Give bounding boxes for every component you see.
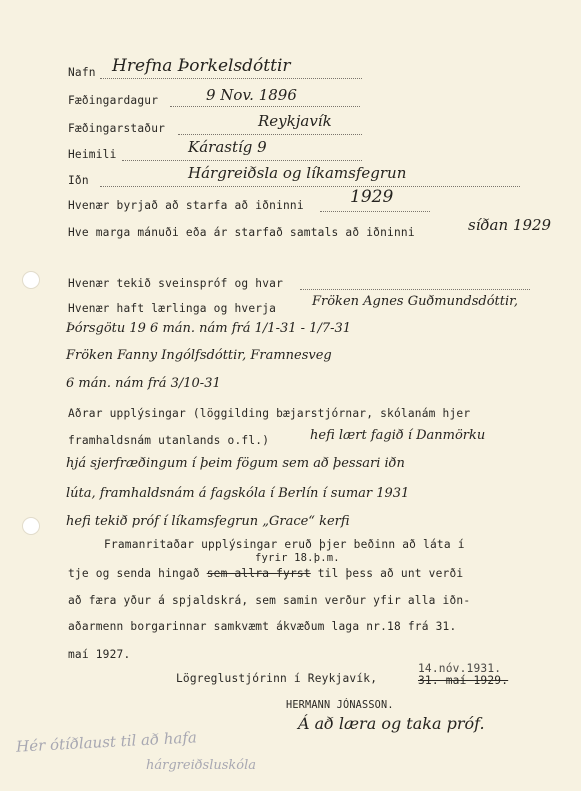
- punch-hole-top: [22, 271, 40, 289]
- margin-note-1: Hér ótíðlaust til að hafa: [15, 728, 198, 756]
- value-nafn: Hrefna Þorkelsdóttir: [112, 56, 291, 76]
- label-byrjad: Hvenær byrjað að starfa að iðninni: [68, 199, 304, 212]
- footer-line3: að færa yður á spjaldskrá, sem samin verður yfir alla iðn-: [68, 594, 471, 607]
- label-ion: Iðn: [68, 174, 89, 187]
- line-faedingarstadur: [178, 134, 362, 135]
- signature-note: Á að læra og taka próf.: [298, 714, 485, 733]
- value-byrjad: 1929: [350, 187, 394, 207]
- date-struck: 31. maí 1929.: [418, 674, 509, 687]
- label-manudir: Hve marga mánuði eða ár starfað samtals að iðninni: [68, 226, 415, 239]
- footer-line2-b: til þess að unt verði: [317, 567, 464, 580]
- label-faedingarstadur: Fæðingarstaður: [68, 122, 166, 135]
- line-sveinsprof: [300, 289, 530, 290]
- footer-line4: aðarmenn borgarinnar samkvæmt ákvæðum laga nr.18 frá 31.: [68, 620, 457, 633]
- punch-hole-bottom: [22, 517, 40, 535]
- value-laerlinga-3: Fröken Fanny Ingólfsdóttir, Framnesveg: [66, 348, 332, 363]
- value-faedingardagur: 9 Nov. 1896: [206, 86, 297, 104]
- line-nafn: [100, 78, 362, 79]
- label-adrar-line1: Aðrar upplýsingar (löggilding bæjarstjórnar, skólanám hjer: [68, 407, 471, 420]
- label-nafn: Nafn: [68, 66, 96, 79]
- label-sveinsprof: Hvenær tekið sveinspróf og hvar: [68, 277, 283, 290]
- label-adrar-line2: framhaldsnám utanlands o.fl.): [68, 434, 270, 447]
- value-ion: Hárgreiðsla og líkamsfegrun: [188, 164, 407, 182]
- footer-insert: fyrir 18.þ.m.: [255, 552, 340, 564]
- label-laerlinga: Hvenær haft lærlinga og hverja: [68, 302, 277, 315]
- footer-line2-a: tje og senda hingað: [68, 567, 200, 580]
- footer-line2: [68, 567, 463, 580]
- value-adrar-2: hjá sjerfræðingum í þeim fögum sem að þessari iðn: [66, 456, 405, 471]
- signer-name: HERMANN JÓNASSON.: [286, 700, 394, 711]
- signoff: Lögreglustjórinn í Reykjavík,: [176, 672, 378, 685]
- value-manudir: síðan 1929: [468, 216, 552, 234]
- value-heimili: Kárastíg 9: [188, 138, 267, 156]
- label-faedingardagur: Fæðingardagur: [68, 94, 159, 107]
- value-faedingarstadur: Reykjavík: [258, 112, 332, 130]
- value-adrar-4: hefi tekið próf í líkamsfegrun „Grace“ kerfi: [66, 514, 350, 529]
- footer-line2-struck: sem allra fyrst: [206, 567, 311, 580]
- line-byrjad: [320, 211, 430, 212]
- line-ion: [100, 186, 520, 187]
- label-heimili: Heimili: [68, 148, 117, 161]
- value-laerlinga-1: Fröken Agnes Guðmundsdóttir,: [312, 294, 519, 309]
- line-faedingardagur: [170, 106, 360, 107]
- date-new: 14.nóv.1931.: [418, 662, 502, 675]
- value-laerlinga-2: Þórsgötu 19 6 mán. nám frá 1/1-31 - 1/7-31: [66, 321, 352, 336]
- footer-line1: Framanritaðar upplýsingar eruð þjer beðinn að láta í: [104, 538, 465, 551]
- value-laerlinga-4: 6 mán. nám frá 3/10-31: [66, 376, 221, 391]
- value-adrar-1: hefi lært fagið í Danmörku: [310, 428, 486, 443]
- margin-note-2: hárgreiðsluskóla: [146, 758, 257, 773]
- footer-line5: maí 1927.: [68, 648, 131, 661]
- line-heimili: [122, 160, 362, 161]
- value-adrar-3: lúta, framhaldsnám á fagskóla í Berlín í sumar 1931: [66, 486, 410, 501]
